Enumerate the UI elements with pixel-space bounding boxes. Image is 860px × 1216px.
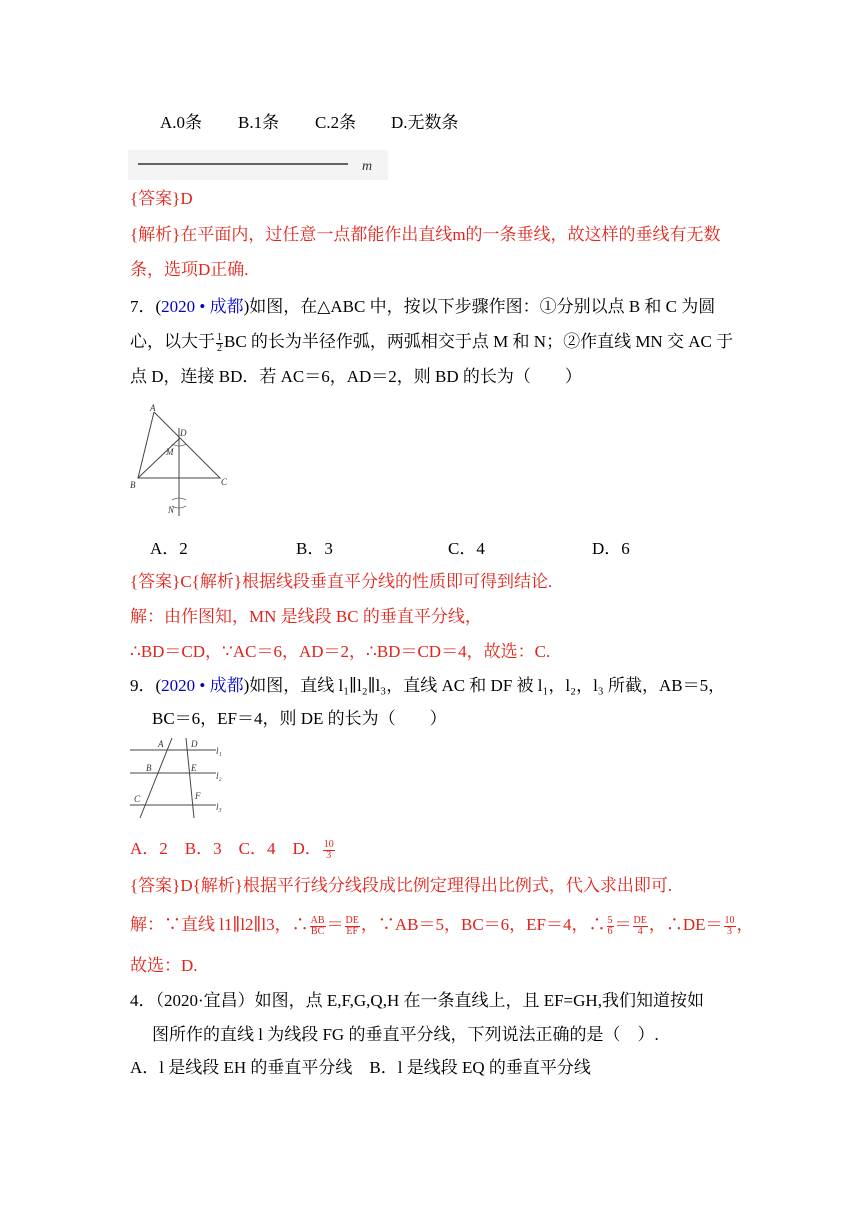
label-d: D — [191, 739, 198, 749]
label-b: B — [130, 480, 136, 490]
q9-stem-line2: BC＝6，EF＝4，则 DE 的长为（ ） — [152, 709, 447, 728]
q9-sol-c: ，∵AB＝5，BC＝6，EF＝4，∴ — [360, 915, 606, 934]
q6-option-b: B.1条 — [238, 113, 280, 132]
frac-numerator: DE — [633, 914, 647, 926]
q7-line1-text: )如图，在△ABC 中，按以下步骤作图：①分别以点 B 和 C 为圆 — [243, 297, 716, 316]
label-m: m — [362, 159, 373, 174]
label-e: E — [191, 763, 197, 773]
label-l3: l₃ — [216, 802, 222, 812]
frac-denominator: 6 — [607, 925, 613, 937]
q9-options-text: A．2 B．3 C．4 D． — [130, 839, 322, 858]
frac-ab-bc — [310, 916, 326, 937]
label-n: N — [168, 505, 175, 515]
q7-option-d: D．6 — [592, 539, 630, 558]
label-m: M — [166, 447, 174, 457]
label-l1: l₁ — [216, 746, 222, 756]
frac-denominator: 3 — [727, 925, 733, 937]
q7-number: 7．( — [130, 297, 162, 316]
frac-de-ef — [345, 916, 360, 937]
q7-line2-b: BC 的长为半径作弧，两弧相交于点 M 和 N；②作直线 MN 交 AC 于 — [224, 332, 734, 351]
label-f: F — [195, 791, 201, 801]
label-c: C — [221, 477, 228, 487]
q7-solution-line2: ∴BD＝CD，∵AC＝6，AD＝2，∴BD＝CD＝4，故选：C. — [130, 642, 551, 661]
frac-5-6 — [607, 916, 614, 937]
label-l2: l₂ — [216, 771, 222, 781]
q7-answer: {答案}C{解析}根据线段垂直平分线的性质即可得到结论. — [130, 572, 553, 591]
q7-solution-line1: 解：由作图知，MN 是线段 BC 的垂直平分线， — [130, 607, 482, 626]
q7-stem-line1 — [130, 296, 715, 318]
q9-source: 2020 • 成都 — [161, 676, 244, 695]
q9-stem-line1 — [130, 675, 725, 697]
frac-numerator: 5 — [607, 914, 613, 926]
q6-option-c: C.2条 — [315, 113, 357, 132]
q9-sol-b: ＝ — [326, 915, 344, 934]
q9-line1-text: )如图，直线 l₁∥l₂∥l₃，直线 AC 和 DF 被 l₁，l₂，l₃ 所截，AB＝5， — [243, 676, 726, 695]
frac-denominator: 3 — [326, 849, 332, 861]
q9-option-d-fraction — [323, 840, 335, 861]
q9-figure — [128, 736, 228, 820]
q7-option-b: B．3 — [296, 539, 333, 558]
q7-stem-line3: 点 D，连接 BD．若 AC＝6，AD＝2，则 BD 的长为（ ） — [130, 367, 582, 386]
q9-sol-e: ，∴DE＝ — [648, 915, 723, 934]
q9-number: 9．( — [130, 676, 162, 695]
frac-10-3 — [724, 916, 736, 937]
segment-bd — [138, 438, 180, 478]
frac-numerator: 1 — [217, 331, 222, 343]
frac-numerator: 10 — [323, 838, 334, 850]
q9-answer: {答案}D{解析}根据平行线分线段成比例定理得出比例式，代入求出即可. — [130, 876, 673, 895]
q6-answer: {答案}D — [130, 189, 193, 208]
frac-denominator: 4 — [637, 925, 643, 937]
q4-options-line: A．l 是线段 EH 的垂直平分线 B．l 是线段 EQ 的垂直平分线 — [130, 1058, 591, 1077]
q4-stem-line2: 图所作的直线 l 为线段 FG 的垂直平分线，下列说法正确的是（ ）. — [152, 1025, 659, 1044]
q6-figure-background — [128, 150, 388, 180]
q6-analysis-line2: 条，选项D正确. — [130, 260, 249, 279]
q9-sol-f: ， — [736, 915, 754, 934]
q9-sol-a: 解：∵直线 l1∥l2∥l3，∴ — [130, 915, 309, 934]
frac-denominator: 2 — [217, 342, 222, 354]
frac-numerator: DE — [345, 914, 359, 926]
q6-figure — [128, 150, 388, 180]
label-b: B — [146, 763, 152, 773]
label-a: A — [150, 403, 156, 413]
q6-options — [160, 112, 459, 134]
q7-options — [150, 538, 630, 560]
q6-analysis-line1: {解析}在平面内，过任意一点都能作出直线m的一条垂线，故这样的垂线有无数 — [130, 225, 721, 244]
q9-solution-line1 — [130, 914, 754, 937]
q6-option-d: D.无数条 — [391, 113, 459, 132]
q7-option-c: C．4 — [448, 539, 485, 558]
q7-figure — [128, 400, 238, 520]
frac-numerator: AB — [310, 914, 325, 926]
q4-stem-line1: 4．（2020·宜昌）如图，点 E,F,G,Q,H 在一条直线上，且 EF=GH,我们知道按如 — [130, 991, 704, 1010]
q6-option-a: A.0条 — [160, 113, 203, 132]
q7-source: 2020 • 成都 — [161, 297, 244, 316]
q9-sol-d: ＝ — [614, 915, 632, 934]
frac-de-4 — [633, 916, 648, 937]
frac-denominator: EF — [346, 925, 359, 937]
q7-line2-a: 心，以大于 — [130, 332, 215, 351]
q7-option-a: A．2 — [150, 539, 188, 558]
label-a: A — [158, 739, 164, 749]
q9-options — [130, 838, 336, 861]
q7-fraction-half — [216, 333, 223, 354]
frac-denominator: BC — [310, 925, 325, 937]
frac-numerator: 10 — [724, 914, 735, 926]
q9-solution-line2: 故选：D. — [130, 956, 198, 975]
q7-stem-line2 — [130, 331, 733, 354]
label-c: C — [134, 794, 141, 804]
label-d: D — [180, 428, 187, 438]
